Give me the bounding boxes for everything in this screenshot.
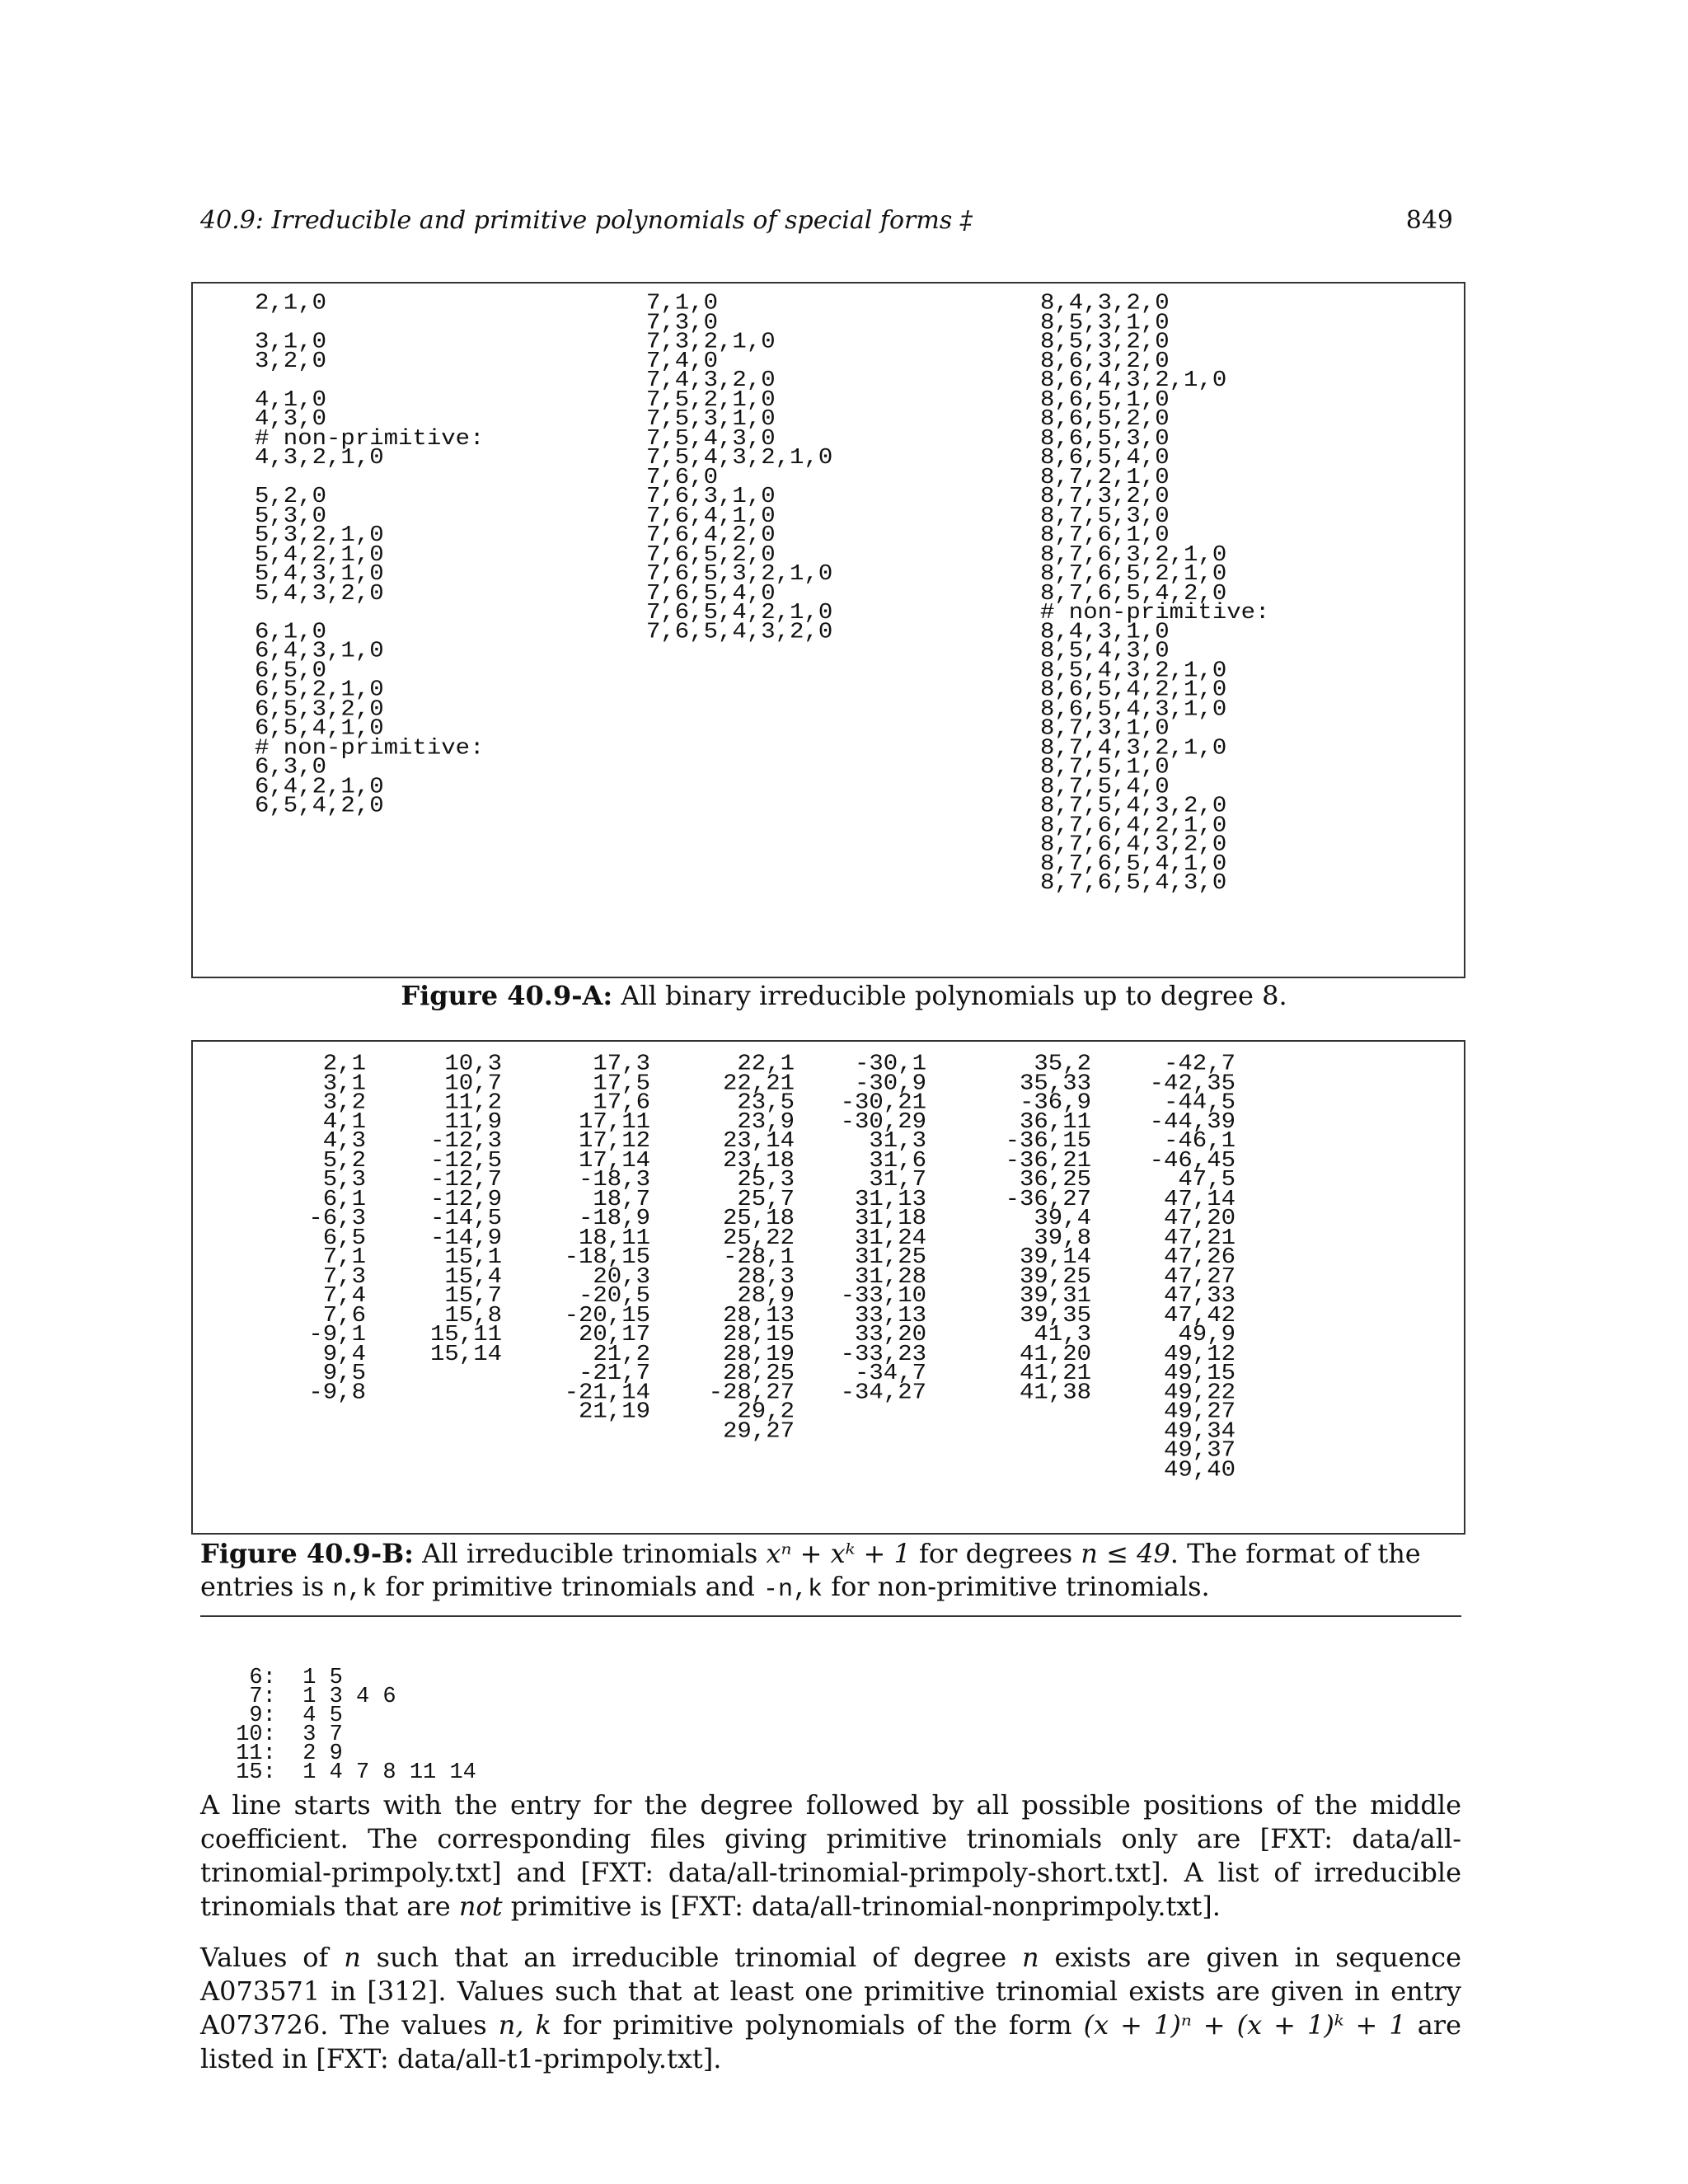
figure-b-box — [191, 1040, 1465, 1535]
paragraph-math: n — [344, 1942, 361, 1973]
paragraph-2 — [200, 1941, 1461, 2076]
page-number: 849 — [1405, 206, 1453, 235]
figure-a-caption-text: All binary irreducible polynomials up to degree 8. — [612, 980, 1287, 1011]
paragraph-text: such that an irreducible trinomial of degree — [360, 1942, 1023, 1973]
figure-a-box — [191, 282, 1465, 978]
paragraph-math: n, k — [498, 2009, 551, 2041]
figure-b-caption-label: Figure 40.9-B: — [200, 1538, 414, 1569]
figure-b-column-1: 2,1 3,1 3,2 4,1 4,3 5,2 5,3 6,1 -6,3 6,5 7,1 7,3 7,4 7,6 -9,1 9,4 9,5 -9,8 — [308, 1051, 366, 1405]
figure-b-caption-text: All irreducible trinomials — [413, 1538, 767, 1569]
figure-b-column-2: 10,3 10,7 11,2 11,9 -12,3 -12,5 -12,7 -12,9 -14,5 -14,9 15,1 15,4 15,7 15,8 15,11 15,14 — [429, 1051, 502, 1366]
figure-b-column-3: 17,3 17,5 17,6 17,11 17,12 17,14 -18,3 18,7 -18,9 18,11 -18,15 20,3 -20,5 -20,15 20,17 21,2 -21,7 -21,14 21,19 — [564, 1051, 650, 1424]
paragraph-math: n — [1022, 1942, 1039, 1973]
figure-b-caption-text: . The format of the entries is — [200, 1538, 1421, 1602]
figure-b-caption-code: n,k — [332, 1576, 377, 1604]
paragraph-text: primitive is [FXT: data/all-trinomial-nonprimpoly.txt]. — [502, 1891, 1221, 1922]
paragraph-text: A line starts with the entry for the degree followed by all possible positions of the middle coefficient. The corresponding files giving primitive trinomials only are [FXT: data/all-trinomial-primpoly.txt] and [FXT: data/all-trinomial-primpoly-short.txt]. A list of irreducible trinomials that are — [200, 1789, 1461, 1922]
paragraph-text: for primitive polynomials of the form — [551, 2009, 1084, 2041]
figure-b-column-5: -30,1 -30,9 -30,21 -30,29 31,3 31,6 31,7 31,13 31,18 31,24 31,25 31,28 -33,10 33,13 33,20 -33,23 -34,7 -34,27 — [840, 1051, 926, 1405]
figure-b-caption-text: for degrees — [910, 1538, 1081, 1569]
figure-a-caption — [0, 979, 1688, 1012]
figure-b-caption-text: for non-primitive trinomials. — [823, 1571, 1210, 1602]
figure-b-caption-math: xⁿ + xᵏ + 1 — [766, 1538, 911, 1569]
figure-b-caption-text: for primitive trinomials and — [377, 1571, 764, 1602]
figure-a-caption-label: Figure 40.9-A: — [401, 980, 613, 1011]
paragraph-1 — [200, 1788, 1461, 1924]
paragraph-text: Values of — [200, 1942, 345, 1973]
paragraph-text: are listed in [FXT: data/all-t1-primpoly.txt]. — [200, 2009, 1462, 2074]
figure-b-column-4: 22,1 22,21 23,5 23,9 23,14 23,18 25,3 25,7 25,18 25,22 -28,1 28,3 28,9 28,13 28,15 28,19 28,25 -28,27 29,2 29,27 — [708, 1051, 795, 1444]
figure-b-column-7: -42,7 -42,35 -44,5 -44,39 -46,1 -46,45 47,5 47,14 47,20 47,21 47,26 47,27 47,33 47,42 49,9 49,12 49,15 49,22 49,27 49,34 49,37 49,40 — [1149, 1051, 1236, 1483]
figure-a-column-1: 2,1,0 3,1,0 3,2,0 4,1,0 4,3,0 # non-primitive: 4,3,2,1,0 5,2,0 5,3,0 5,3,2,1,0 5,4,2,1,0 5,4,3,1,0 5,4,3,2,0 6,1,0 6,4,3,1,0 6,5,0 6,5,2,1,0 6,5,3,2,0 6,5,4,1,0 # non-primitive: 6,3,0 6,4,2,1,0 6,5,4,2,0 — [255, 290, 485, 818]
running-head — [200, 206, 1453, 239]
figure-b-caption-math: n ≤ 49 — [1081, 1538, 1170, 1569]
paragraph-math: (x + 1)ⁿ + (x + 1)ᵏ + 1 — [1083, 2009, 1406, 2041]
figure-a-column-3: 8,4,3,2,0 8,5,3,1,0 8,5,3,2,0 8,6,3,2,0 8,6,4,3,2,1,0 8,6,5,1,0 8,6,5,2,0 8,6,5,3,0 8,6,5,4,0 8,7,2,1,0 8,7,3,2,0 8,7,5,3,0 8,7,6,1,0 8,7,6,3,2,1,0 8,7,6,5,2,1,0 8,7,6,5,4,2,0 # non-primitive: 8,4,3,1,0 8,5,4,3,0 8,5,4,3,2,1,0 8,6,5,4,2,1,0 8,6,5,4,3,1,0 8,7,3,1,0 8,7,4,3,2,1,0 8,7,5,1,0 8,7,5,4,0 8,7,5,4,3,2,0 8,7,6,4,2,1,0 8,7,6,4,3,2,0 8,7,6,5,4,1,0 8,7,6,5,4,3,0 — [1040, 290, 1270, 896]
figure-b-caption — [200, 1537, 1461, 1606]
figure-a-column-2: 7,1,0 7,3,0 7,3,2,1,0 7,4,0 7,4,3,2,0 7,5,2,1,0 7,5,3,1,0 7,5,4,3,0 7,5,4,3,2,1,0 7,6,0 7,6,3,1,0 7,6,4,1,0 7,6,4,2,0 7,6,5,2,0 7,6,5,3,2,1,0 7,6,5,4,0 7,6,5,4,2,1,0 7,6,5,4,3,2,0 — [646, 290, 833, 644]
figure-b-column-6: 35,2 35,33 -36,9 36,11 -36,15 -36,21 36,25 -36,27 39,4 39,8 39,14 39,25 39,31 39,35 41,3 41,20 41,21 41,38 — [1005, 1051, 1091, 1405]
paragraph-text: exists are given in sequence A073571 in [312]. Values such that at least one primitive trinomial exists are given in entry A073726. The values — [200, 1942, 1462, 2041]
figure-b-caption-code: -n,k — [763, 1576, 823, 1604]
separator-rule — [200, 1615, 1461, 1617]
running-head-title: 40.9: Irreducible and primitive polynomials of special forms ‡ — [200, 206, 973, 235]
paragraph-emphasis: not — [458, 1891, 503, 1922]
middle-positions-list: 6: 1 5 7: 1 3 4 6 9: 4 5 10: 3 7 11: 2 9 15: 1 4 7 8 11 14 — [236, 1666, 476, 1785]
